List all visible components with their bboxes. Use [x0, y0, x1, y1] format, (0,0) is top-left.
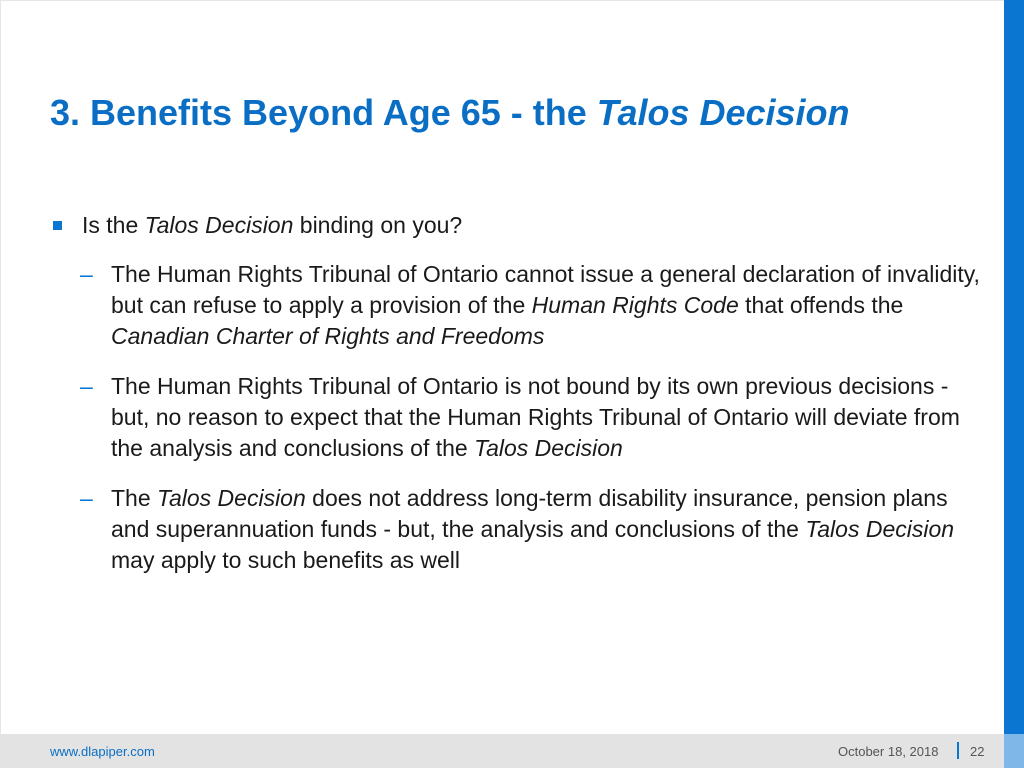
footer-date: October 18, 2018 [838, 744, 939, 759]
sub-bullet-1-part-1: The Human Rights Tribunal of Ontario cannot issue a general declaration of invalidity, but can refuse to apply a provision of the [111, 261, 980, 318]
main-bullet [50, 210, 980, 241]
bullet-text [82, 212, 462, 238]
bullet-text-emphasis: Talos Decision [144, 212, 294, 238]
accent-side-bar-footer [1004, 734, 1024, 768]
footer-website-link[interactable]: www.dlapiper.com [50, 744, 155, 759]
sub-bullet-1-text [111, 261, 980, 349]
slide-body [50, 210, 980, 595]
sub-bullet-2 [50, 371, 980, 464]
sub-bullet-3 [50, 483, 980, 576]
sub-bullet-3-part-3: may apply to such benefits as well [111, 547, 461, 573]
dash-bullet-icon: – [80, 261, 93, 287]
page-number: 22 [970, 744, 985, 759]
slide-frame-top [0, 0, 1004, 1]
sub-bullet-3-emphasis-2: Talos Decision [805, 516, 955, 542]
sub-bullet-3-emphasis-1: Talos Decision [157, 485, 306, 511]
sub-bullet-1-emphasis-2: Canadian Charter of Rights and Freedoms [111, 323, 545, 349]
sub-bullet-2-text [111, 373, 960, 461]
dash-bullet-icon: – [80, 485, 93, 511]
sub-bullet-3-part-1: The [111, 485, 158, 511]
sub-bullet-2-emphasis-1: Talos Decision [474, 435, 623, 461]
slide-frame-left [0, 0, 1, 734]
bullet-text-post: binding on you? [293, 212, 463, 238]
slide-title [50, 92, 850, 134]
sub-bullet-1 [50, 259, 980, 352]
slide-title-prefix: 3. Benefits Beyond Age 65 - the [50, 92, 597, 133]
footer-separator [957, 742, 959, 759]
slide-title-emphasis: Talos Decision [596, 92, 850, 133]
accent-side-bar [1004, 0, 1024, 734]
square-bullet-icon [53, 221, 62, 230]
dash-bullet-icon: – [80, 373, 93, 399]
sub-bullet-1-emphasis-1: Human Rights Code [531, 292, 739, 318]
sub-bullet-2-part-1: The Human Rights Tribunal of Ontario is not bound by its own previous decisions - but, no reason to expect that the Human Rights Tribunal of Ontario will deviate from the analysis and conclusions of the [111, 373, 960, 461]
bullet-text-pre: Is the [82, 212, 145, 238]
slide-footer [0, 734, 1004, 768]
sub-bullet-1-part-2: that offends the [738, 292, 904, 318]
sub-bullet-3-part-2: does not address long-term disability insurance, pension plans and superannuation funds - but, the analysis and conclusions of the [111, 485, 948, 542]
sub-bullet-3-text [111, 485, 954, 573]
